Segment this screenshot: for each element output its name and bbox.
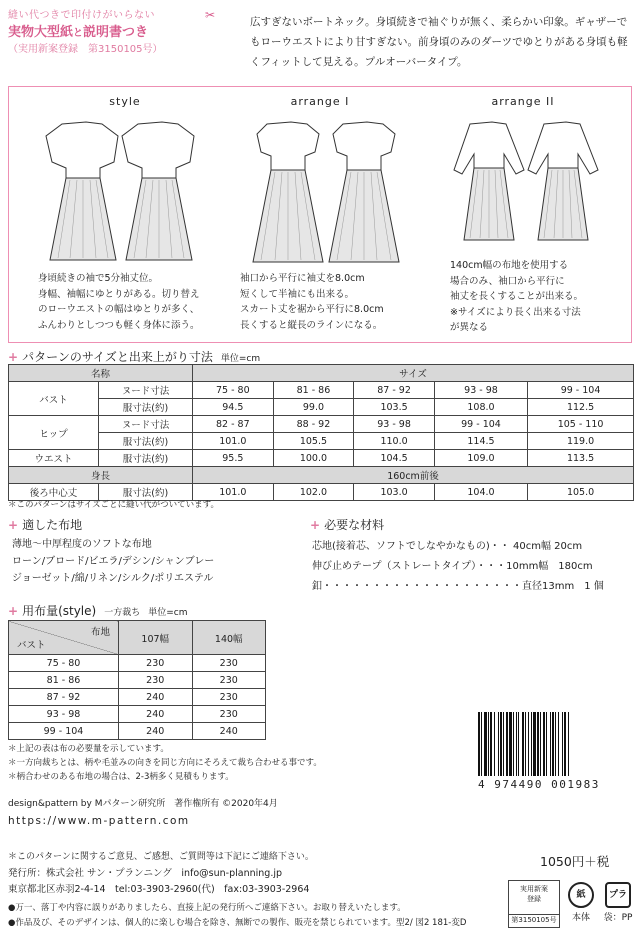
registration-badge: 実用新案 登録 第3150105号	[508, 880, 560, 928]
size-section-title: + パターンのサイズと出来上がり寸法 単位=cm	[8, 350, 261, 364]
header-line2: 実物大型紙と説明書つき	[8, 25, 149, 40]
footer-copyright-note: ●作品及び、そのデザインは、個人的に楽しむ場合を除き、無断での製作、販売を禁じられています。型2/ 図2 181-変D	[8, 918, 467, 928]
header-line1: 縫い代つきで印付けがいらない	[8, 10, 155, 21]
barcode-number: 4 974490 001983	[478, 778, 600, 791]
barcode-bar	[509, 712, 512, 776]
footer-publisher: 発行所：株式会社 サン・プランニング info@sun-planning.jp	[8, 868, 283, 879]
barcode-bar	[516, 712, 517, 776]
paper-recycle-icon: 紙	[568, 882, 594, 908]
barcode-bar	[533, 712, 536, 776]
barcode-bar	[568, 712, 569, 776]
barcode-bar	[531, 712, 532, 776]
barcode-bar	[500, 712, 502, 776]
header-line3: （実用新案登録 第3150105号）	[8, 44, 163, 55]
size-table: 名称 サイズ バスト ヌード寸法 75 - 80 81 - 86 87 - 92 93 - 98 99 - 104 服寸法(約) 94.5 99.0 103.5 108.0 112.5 ヒップ ヌード寸法 82 - 87 88 - 92 93 - 98 99 - 104 105 - 110 服寸法(約) 101.0 105.5 110.0 114.5 119.0 ウエスト 服寸法(約) 95.5 100.0 104.5 109.0 113.5 身長 160cm前後 後ろ中心丈 服寸法(約) 101.0 102.0 103.0 104.0 105.0	[8, 364, 634, 501]
barcode-bar	[481, 712, 482, 776]
barcode	[478, 712, 626, 776]
price: 1050円＋税	[540, 854, 610, 869]
fabric-section-title: + 適した布地	[8, 518, 83, 532]
barcode-bar	[506, 712, 508, 776]
style-desc-1: 身頃続きの袖で5分袖丈位。 身幅、袖幅にゆとりがある。切り替え のローウエストの幅はゆとりが多く、 ふんわりとしつつも軽く身体に添う。	[38, 273, 200, 331]
header-description: 広すぎないボートネック。身頃続きで袖ぐりが無く、柔らかい印象。ギャザーでもローウエストにより甘すぎない。前身頃のみのダーツでゆとりがある身頃も軽くフィットして見える。プルオーバータイプ。	[250, 16, 628, 68]
barcode-bar	[518, 712, 519, 776]
fabric-list: 薄地～中厚程度のソフトな布地 ローン/ブロード/ビエラ/デシン/シャンブレー ジョーゼット/綿/リネン/シルク/ポリエステル	[12, 539, 215, 584]
size-table-size-header: サイズ	[193, 365, 634, 382]
paper-recycle-mark: 紙 本体	[566, 882, 596, 923]
barcode-bar	[528, 712, 529, 776]
size-note: ＊このパターンはサイズごとに縫い代がついています。	[8, 500, 219, 510]
materials-list: 芯地(接着芯、ソフトでしなやかなもの)・・ 40cm幅 20cm 伸び止めテープ（ストレートタイプ）・・・10mm幅 180cm 釦・・・・・・・・・・・・・・・・・・・・直径13mm 1 個	[312, 541, 604, 592]
barcode-bar	[558, 712, 559, 776]
barcode-bar	[522, 712, 524, 776]
barcode-bar	[562, 712, 563, 776]
barcode-bar	[484, 712, 487, 776]
footer-contact-note: ＊このパターンに関するご意見、ご感想、ご質問等は下記にご連絡下さい。	[8, 852, 314, 862]
size-table-name-header: 名称	[9, 365, 193, 382]
website-url[interactable]: https://www.m-pattern.com	[8, 815, 190, 827]
barcode-bar	[478, 712, 480, 776]
yardage-notes: ＊上記の表は布の必要量を示しています。 ＊一方向裁ちとは、柄や毛並みの向きを同じ方向にそろえて裁ち合わせる事です。 ＊柄合わせのある布地の場合は、2-3柄多く見積もります。	[8, 744, 322, 782]
barcode-bar	[540, 712, 541, 776]
materials-section-title: + 必要な材料	[310, 518, 385, 532]
yardage-section-title: + 用布量(style) 一方裁ち 単位=cm	[8, 604, 188, 618]
barcode-bar	[525, 712, 526, 776]
footer-replace-note: ●万一、落丁や内容に誤りがありましたら、直接上記の発行所へご連絡下さい。お取り替えいたします。	[8, 903, 406, 913]
barcode-bar	[543, 712, 545, 776]
style-desc-2: 袖口から平行に袖丈を8.0cm 短くして半袖にも出来る。 スカート丈を裾から平行に8.0cm 長くすると縦長のラインになる。	[240, 273, 384, 331]
scissors-icon: ✂	[205, 8, 216, 22]
plastic-recycle-icon: プラ	[605, 882, 631, 908]
barcode-bar	[537, 712, 539, 776]
barcode-bar	[498, 712, 499, 776]
dress-illustration-arrange2	[440, 110, 630, 268]
barcode-bar	[490, 712, 492, 776]
dress-illustration-style	[30, 110, 230, 268]
barcode-bar	[564, 712, 566, 776]
plastic-recycle-mark: プラ 袋：PP	[600, 882, 636, 923]
barcode-bar	[555, 712, 556, 776]
barcode-bar	[513, 712, 514, 776]
barcode-bar	[550, 712, 551, 776]
dress-illustration-arrange1	[235, 110, 435, 268]
style-title-2: arrange I	[290, 95, 350, 108]
header-block	[8, 8, 228, 57]
barcode-bar	[552, 712, 554, 776]
barcode-bar	[546, 712, 547, 776]
style-title-1: style	[109, 95, 141, 108]
yardage-table: 布地 バスト 107幅 140幅 75 - 80 230 230 81 - 86 230 230 87 - 92 240 230 93 - 98 240 230 99 - 104 240 240	[8, 620, 266, 740]
barcode-bar	[488, 712, 489, 776]
barcode-bar	[494, 712, 495, 776]
yardage-corner: 布地 バスト	[9, 621, 119, 655]
design-credit: design&pattern by Mパターン研究所 著作権所有 ©2020年4月	[8, 799, 278, 809]
barcode-bar	[503, 712, 504, 776]
footer-address: 東京都北区赤羽2-4-14 tel:03-3903-2960(代) fax:03-3903-2964	[8, 884, 310, 895]
style-desc-3: 140cm幅の布地を使用する 場合のみ、袖口から平行に 袖丈を長くすることが出来る。 ※サイズにより長く出来る寸法 が異なる	[450, 260, 584, 333]
style-title-3: arrange II	[491, 95, 555, 108]
